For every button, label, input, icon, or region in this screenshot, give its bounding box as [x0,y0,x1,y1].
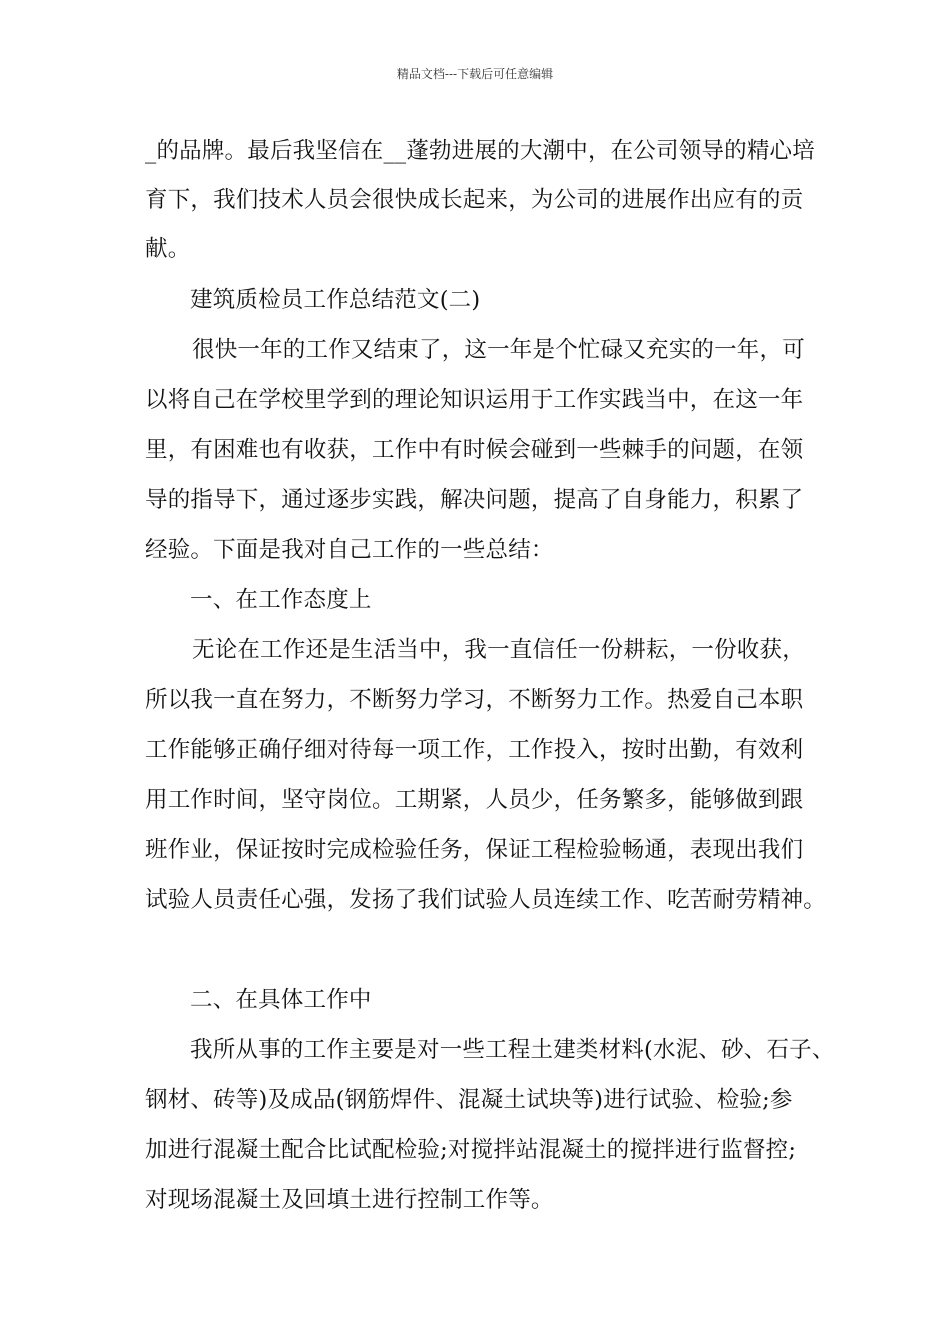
paragraph-line: 经验。下面是我对自己工作的一些总结： [145,537,554,563]
paragraph-line: 无论在工作还是生活当中，我一直信任一份耕耘，一份收获， [192,637,805,663]
paragraph-line: 用工作时间，坚守岗位。工期紧，人员少，任务繁多，能够做到跟 [145,787,804,813]
section-heading: 一、在工作态度上 [190,587,372,613]
paragraph-line: 里，有困难也有收获，工作中有时候会碰到一些棘手的问题，在领 [145,437,804,463]
paragraph-line: 育下，我们技术人员会很快成长起来，为公司的进展作出应有的贡 [145,187,804,213]
paragraph-line: 所以我一直在努力，不断努力学习，不断努力工作。热爱自己本职 [145,687,804,713]
paragraph-line: 献。 [145,236,191,262]
paragraph-line: 我所从事的工作主要是对一些工程土建类材料(水泥、砂、石子、 [190,1037,835,1063]
page-header: 精品文档---下载后可任意编辑 [396,67,554,81]
paragraph-line: 班作业，保证按时完成检验任务，保证工程检验畅通，表现出我们 [145,837,804,863]
paragraph-line: 导的指导下，通过逐步实践，解决问题，提高了自身能力，积累了 [145,487,804,513]
paragraph-line: 对现场混凝土及回填土进行控制工作等。 [145,1187,554,1213]
section-title: 建筑质检员工作总结范文(二) [190,287,481,313]
paragraph-line: 加进行混凝土配合比试配检验;对搅拌站混凝土的搅拌进行监督控; [145,1137,797,1163]
paragraph-line: 钢材、砖等)及成品(钢筋焊件、混凝土试块等)进行试验、检验;参 [145,1087,793,1113]
paragraph-line: 工作能够正确仔细对待每一项工作，工作投入，按时出勤，有效利 [145,737,804,763]
section-heading: 二、在具体工作中 [190,987,372,1013]
paragraph-line: 很快一年的工作又结束了，这一年是个忙碌又充实的一年，可 [192,337,805,363]
paragraph-line: 试验人员责任心强，发扬了我们试验人员连续工作、吃苦耐劳精神。 [145,887,827,913]
paragraph-line: 以将自己在学校里学到的理论知识运用于工作实践当中，在这一年 [145,387,804,413]
paragraph-line: _的品牌。最后我坚信在__蓬勃进展的大潮中，在公司领导的精心培 [145,138,815,164]
